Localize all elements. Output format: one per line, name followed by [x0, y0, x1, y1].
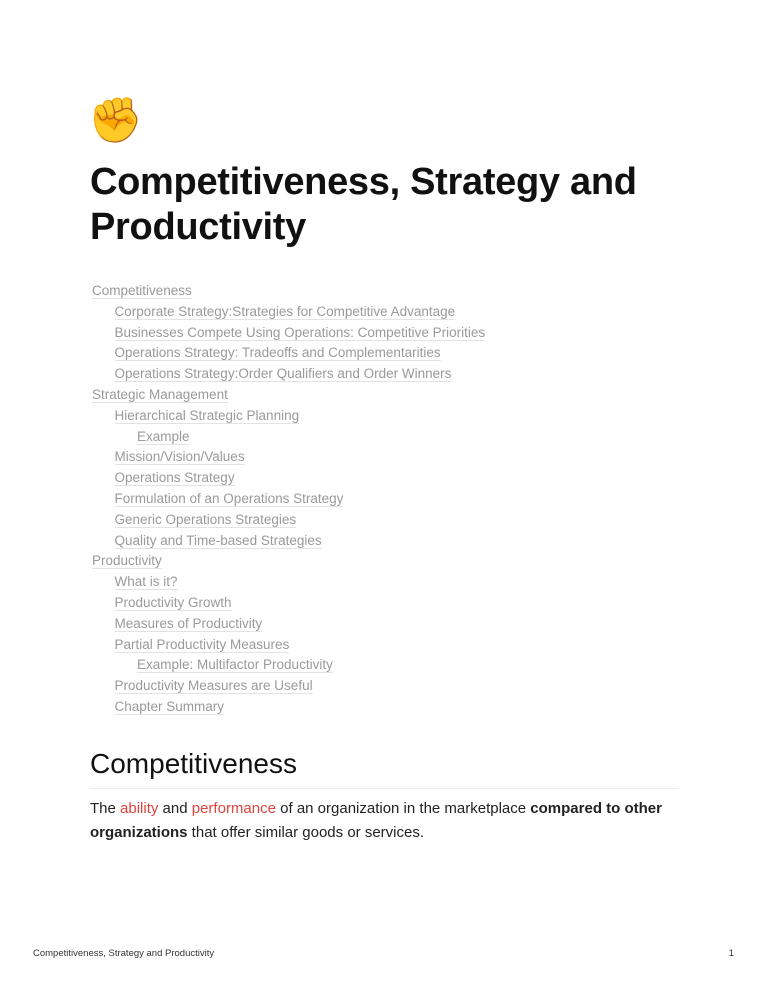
bold-compared: compared to other organizations [90, 800, 662, 841]
text: of an organization in the marketplace [275, 800, 531, 817]
toc-link-label: Example: Multifactor Productivity [137, 657, 333, 673]
toc-link[interactable] [92, 510, 485, 531]
toc-link[interactable] [92, 447, 485, 468]
toc-link[interactable] [92, 406, 485, 427]
toc-link-label: Operations Strategy [114, 470, 235, 486]
toc-link[interactable] [92, 676, 485, 697]
toc-link[interactable] [92, 385, 485, 406]
toc-link[interactable] [92, 614, 485, 635]
toc-link-label: Hierarchical Strategic Planning [114, 407, 300, 423]
toc-link-label: Chapter Summary [114, 698, 225, 714]
footer-title: Competitiveness, Strategy and Productivity [33, 948, 215, 959]
toc-link-label: Quality and Time-based Strategies [114, 532, 322, 548]
text: that offer similar goods or services. [187, 824, 424, 841]
toc-link[interactable] [92, 364, 485, 385]
toc-link-label: What is it? [114, 574, 178, 590]
toc-link-label: Businesses Compete Using Operations: Competitive Priorities [114, 324, 486, 340]
toc-link[interactable] [92, 551, 485, 572]
section-heading-competitiveness: Competitiveness [90, 748, 297, 779]
toc-link[interactable] [92, 489, 485, 510]
toc-link-label: Corporate Strategy:Strategies for Competitive Advantage [114, 303, 456, 319]
toc-link[interactable] [92, 697, 485, 718]
toc-link-label: Operations Strategy: Tradeoffs and Complementarities [114, 345, 441, 361]
toc-link-label: Productivity Measures are Useful [114, 678, 313, 694]
toc-link-label: Operations Strategy:Order Qualifiers and Order Winners [114, 366, 452, 382]
toc-link-label: Productivity Growth [114, 594, 232, 610]
heading-divider [90, 788, 678, 789]
toc-link[interactable] [92, 531, 485, 552]
toc-link[interactable] [92, 593, 485, 614]
highlight-ability: ability [120, 800, 159, 817]
toc-link[interactable] [92, 572, 485, 593]
toc-link-label: Competitiveness [92, 283, 192, 298]
toc-link[interactable] [92, 427, 485, 448]
text: The [90, 800, 121, 817]
toc-link-label: Generic Operations Strategies [114, 511, 297, 527]
toc-link-label: Example [137, 428, 190, 444]
toc-link[interactable] [92, 323, 485, 344]
toc-link[interactable] [92, 302, 485, 323]
toc-link[interactable] [92, 343, 485, 364]
definition-paragraph [90, 797, 680, 845]
table-of-contents [92, 281, 485, 718]
toc-link-label: Partial Productivity Measures [114, 636, 290, 652]
page-icon-raised-fist: ✊ [88, 96, 143, 145]
toc-link[interactable] [92, 281, 485, 302]
toc-link[interactable] [92, 655, 485, 676]
toc-link-label: Productivity [92, 553, 162, 569]
page-number: 1 [728, 948, 734, 959]
toc-link-label: Mission/Vision/Values [114, 449, 245, 465]
toc-link-label: Measures of Productivity [114, 615, 263, 631]
toc-link[interactable] [92, 635, 485, 656]
toc-link-label: Strategic Management [92, 386, 228, 402]
toc-link[interactable] [92, 468, 485, 489]
highlight-performance: performance [191, 800, 276, 817]
toc-link-label: Formulation of an Operations Strategy [114, 490, 344, 506]
page-title: Competitiveness, Strategy and Productivity [90, 161, 637, 248]
text: and [158, 800, 192, 817]
